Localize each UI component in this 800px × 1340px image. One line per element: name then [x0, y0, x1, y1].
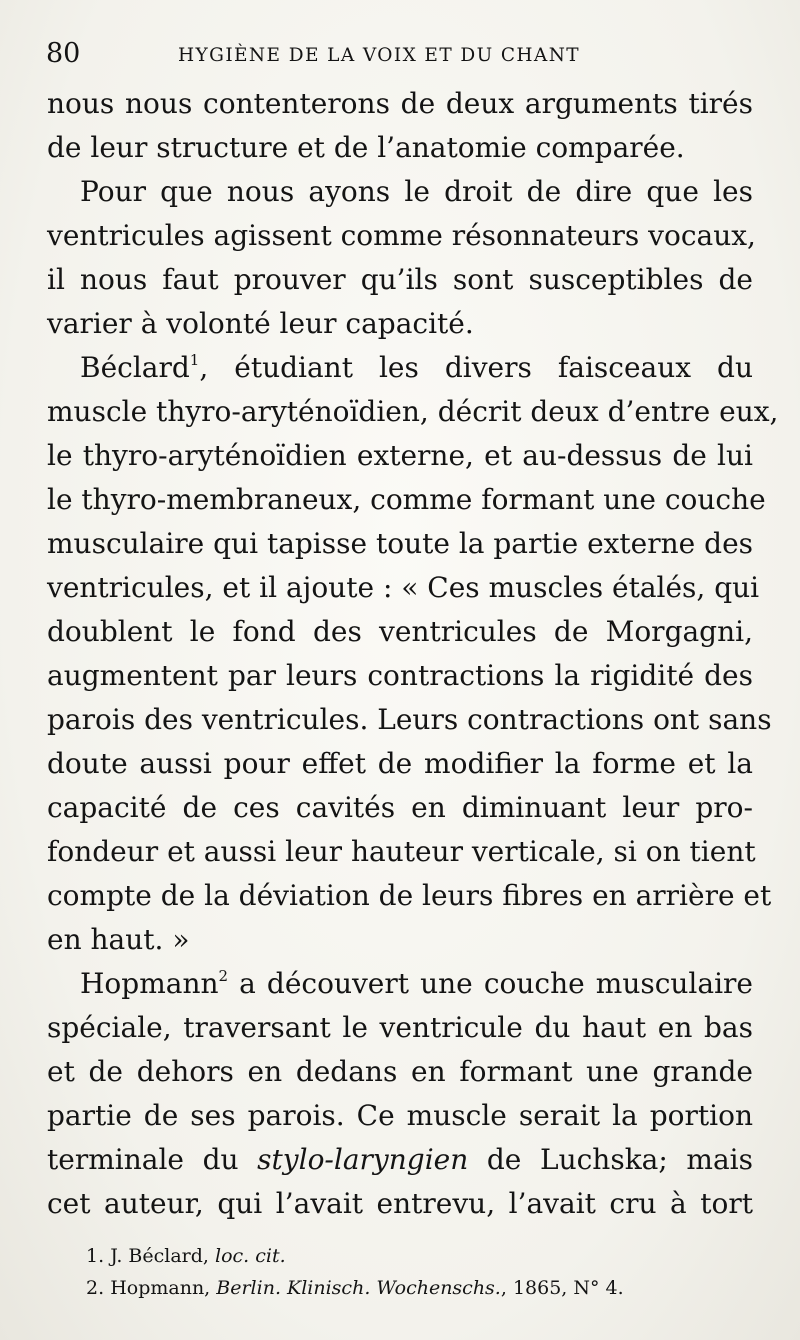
text-line: parois des ventricules. Leurs contractions ont sans: [47, 703, 772, 736]
italic-term: stylo-laryngien: [257, 1143, 469, 1176]
footnotes: [86, 1240, 726, 1304]
text-line: fondeur et aussi leur hauteur verticale, si on tient: [47, 835, 756, 868]
footnote-2: [86, 1272, 726, 1304]
footnote-number: 1.: [86, 1245, 105, 1267]
text-line: ventricules, et il ajoute : « Ces muscles étalés, qui: [47, 571, 760, 604]
text-line: augmentent par leurs contractions la rigidité des: [47, 659, 753, 692]
text-line: il nous faut prouver qu’ils sont susceptibles de: [47, 263, 753, 296]
text-line: compte de la déviation de leurs fibres en arrière et: [47, 879, 772, 912]
footnote-work: Berlin. Klinisch. Wochenschs.: [216, 1277, 501, 1299]
text-line: nous nous contenterons de deux arguments tirés: [47, 87, 753, 120]
text-line: le thyro-aryténoïdien externe, et au-dessus de lui: [47, 439, 753, 472]
footnote-1: [86, 1240, 726, 1272]
paragraph-start-line: Béclard$^1$, étudiant les divers faisceaux du: [80, 351, 753, 384]
footnote-reference: 1: [189, 351, 200, 369]
footnote-details: , 1865, N° 4.: [500, 1277, 624, 1299]
text-line: ventricules agissent comme résonnateurs vocaux,: [47, 219, 756, 252]
text-line: spéciale, traversant le ventricule du haut en bas: [47, 1011, 753, 1044]
text-line: partie de ses parois. Ce muscle serait la portion: [47, 1099, 753, 1132]
footnote-work: loc. cit.: [215, 1245, 286, 1267]
text-line: le thyro-membraneux, comme formant une couche: [47, 483, 766, 516]
page-number: 80: [46, 38, 81, 69]
text-line: capacité de ces cavités en diminuant leur pro-: [47, 791, 753, 824]
text-line: muscle thyro-aryténoïdien, décrit deux d’entre eux,: [47, 395, 779, 428]
footnote-author: J. Béclard,: [110, 1245, 209, 1267]
text-line: de leur structure et de l’anatomie comparée.: [47, 131, 685, 164]
text-line: doute aussi pour effet de modifier la forme et la: [47, 747, 753, 780]
body-text: [47, 82, 779, 1226]
paragraph-start-line: Pour que nous ayons le droit de dire que les: [80, 175, 753, 208]
paragraph-start-line: Hopmann$^2$ a découvert une couche musculaire: [80, 967, 753, 1000]
running-head: [46, 36, 746, 72]
text-line: musculaire qui tapisse toute la partie externe des: [47, 527, 754, 560]
text-line: et de dehors en dedans en formant une grande: [47, 1055, 753, 1088]
text-line: doublent le fond des ventricules de Morgagni,: [47, 615, 753, 648]
text-line: en haut. »: [47, 923, 190, 956]
text-line: terminale du stylo-laryngien de Luchska; mais: [47, 1143, 753, 1176]
footnote-number: 2.: [86, 1277, 105, 1299]
text-line: varier à volonté leur capacité.: [47, 307, 474, 340]
footnote-reference: 2: [218, 967, 229, 985]
footnote-author: Hopmann,: [110, 1277, 211, 1299]
text-line: cet auteur, qui l’avait entrevu, l’avait cru à tort: [47, 1187, 753, 1220]
running-title: HYGIÈNE DE LA VOIX ET DU CHANT: [178, 45, 581, 66]
